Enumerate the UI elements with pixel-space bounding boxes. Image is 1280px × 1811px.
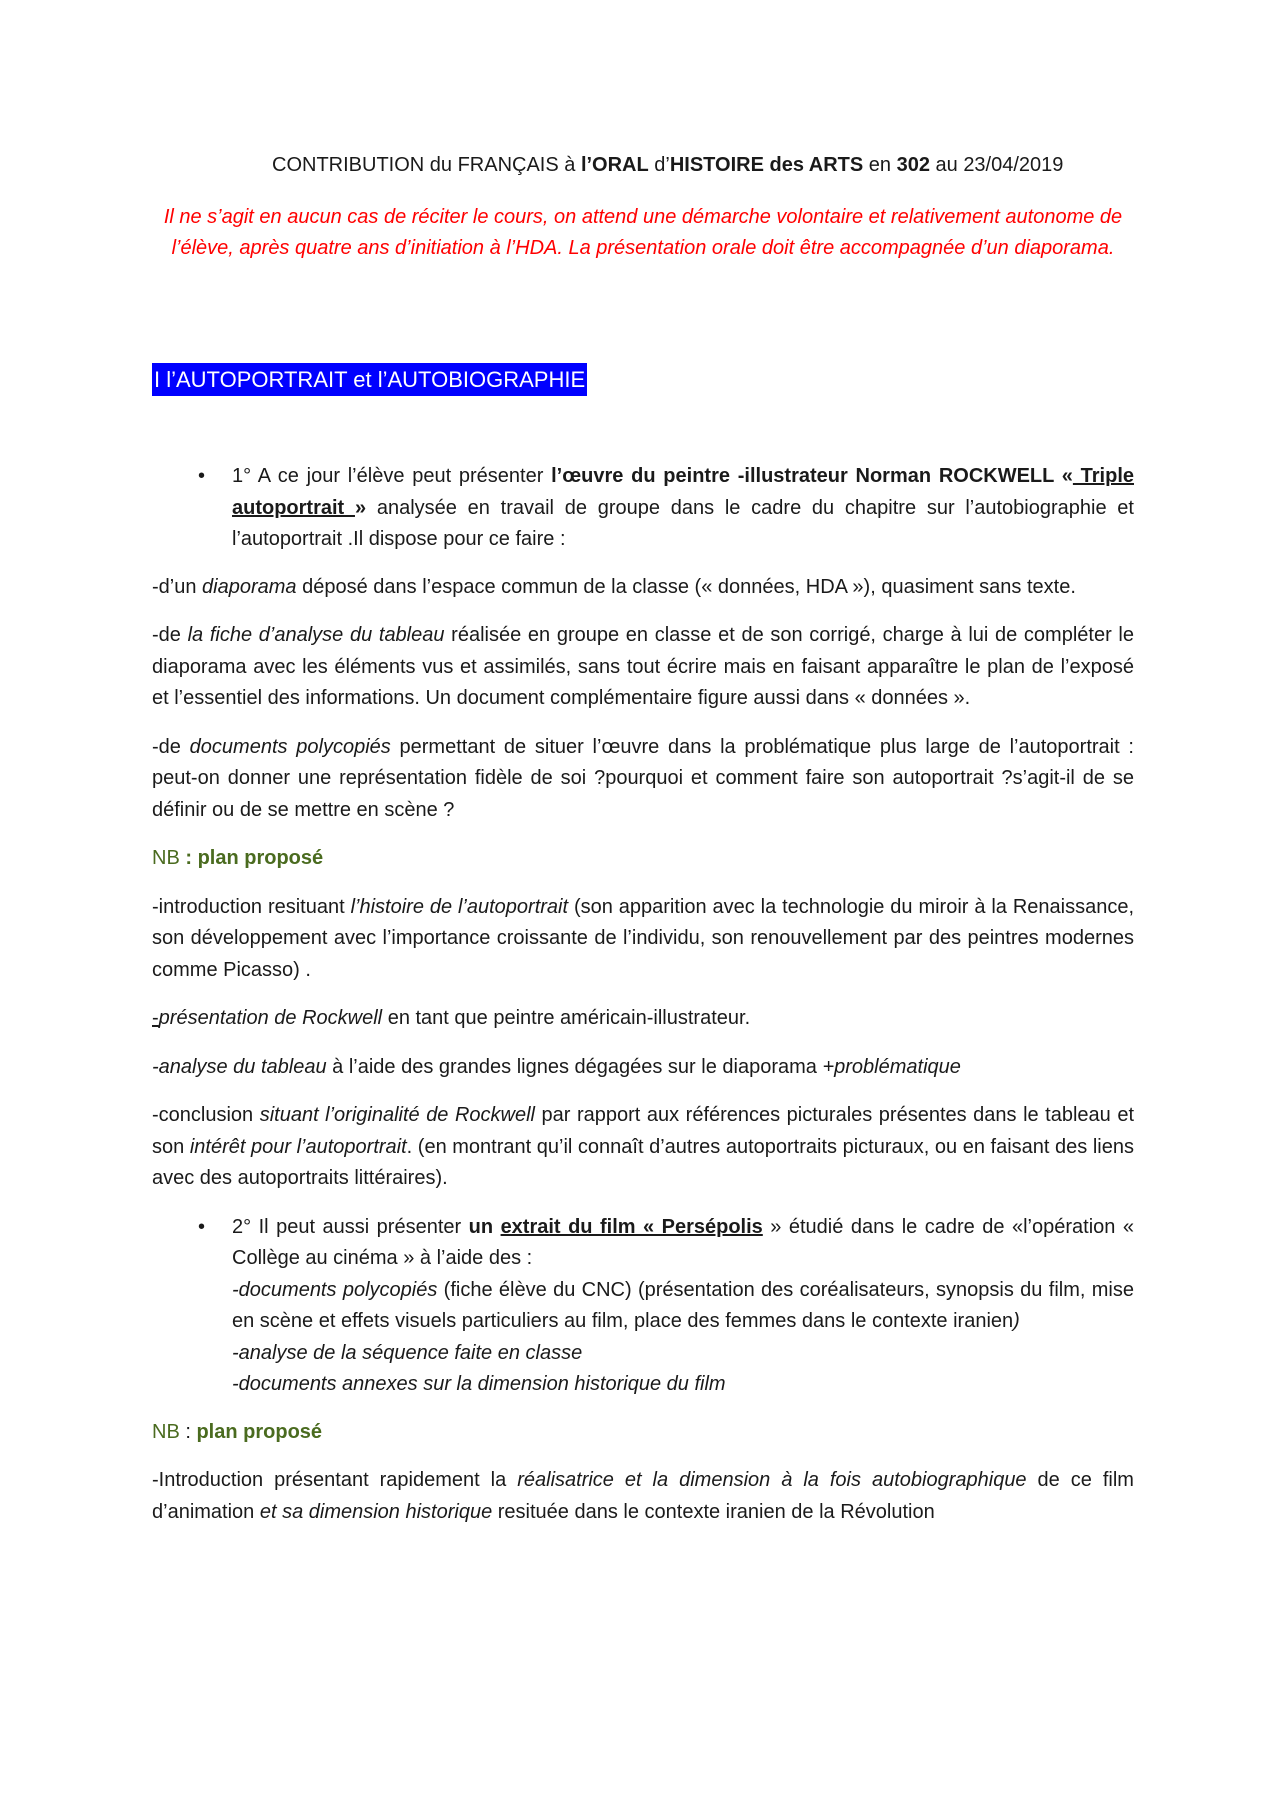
- title-class: 302: [896, 154, 930, 176]
- title-oral: l’ORAL: [580, 154, 649, 176]
- bullet-icon: •: [198, 1215, 206, 1238]
- paragraph-plan-presentation: -présentation de Rockwell en tant que peintre américain-illustrateur.: [152, 1007, 751, 1029]
- bullet-item-rockwell: • 1° A ce jour l’élève peut présenter l’œuvre du peintre -illustrateur Norman ROCKWELL « Triple autoportrait » analysée en travail de groupe dans le cadre du chapitre sur l’autobiographie et l’autoportrait .Il dispose pour ce faire :: [152, 461, 1134, 556]
- paragraph-plan-analyse: -analyse du tableau à l’aide des grandes lignes dégagées sur le diaporama +problématique: [152, 1055, 961, 1078]
- paragraph-diaporama: -d’un diaporama déposé dans l’espace commun de la classe (« données, HDA »), quasiment sans texte.: [152, 575, 1076, 598]
- list-item-annexes: -documents annexes sur la dimension historique du film: [232, 1373, 726, 1395]
- intro-warning: Il ne s’agit en aucun cas de réciter le cours, on attend une démarche volontaire et relativement autonome de l’élève, après quatre ans d’initiation à l’HDA. La présentation orale doit être accompagnée d’un diaporama.: [163, 206, 1123, 259]
- nb-plan-label-2: NB : plan proposé: [152, 1420, 323, 1443]
- paragraph-fiche: -de la fiche d’analyse du tableau réalisée en groupe en classe et de son corrigé, charge à lui de compléter le diaporama avec les éléments vus et assimilés, sans tout écrire mais en faisant apparaître le plan de l’exposé et l’essentiel des informations. Un document complémentaire figure aussi dans « données ».: [152, 624, 1134, 709]
- artwork-title: Triple autoportrait: [232, 465, 1134, 519]
- paragraph-plan-introduction: -introduction resituant l’histoire de l’autoportrait (son apparition avec la technologie du miroir à la Renaissance, son développement avec l’importance croissante de l’individu, son renouvellement par des peintres modernes comme Picasso) .: [152, 895, 1135, 981]
- bullet-icon: •: [198, 465, 206, 487]
- document-title: CONTRIBUTION du FRANÇAIS à l’ORAL d’HISTOIRE des ARTS en 302 au 23/04/2019: [272, 154, 1064, 176]
- film-title: extrait du film « Persépolis: [500, 1215, 763, 1238]
- section-heading: I l’AUTOPORTRAIT et l’AUTOBIOGRAPHIE: [152, 363, 587, 396]
- paragraph-plan-conclusion: -conclusion situant l’originalité de Rockwell par rapport aux références picturales présentes dans le tableau et son intérêt pour l’autoportrait. (en montrant qu’il connaît d’autres autoportraits picturaux, ou en faisant des liens avec des autoportraits littéraires).: [152, 1104, 1135, 1189]
- nb-plan-label: NB : plan proposé: [152, 847, 324, 869]
- list-item-analyse: -analyse de la séquence faite en classe: [232, 1341, 583, 1364]
- paragraph-documents: -de documents polycopiés permettant de situer l’œuvre dans la problématique plus large de l’autoportrait : peut-on donner une représentation fidèle de soi ?pourquoi et comment faire son autoportrait ?s’agit-il de se définir ou de se mettre en scène ?: [152, 735, 1134, 821]
- body-content: [152, 461, 1134, 1545]
- title-hda: HISTOIRE des ARTS: [669, 154, 864, 176]
- paragraph-film-introduction: -Introduction présentant rapidement la réalisatrice et la dimension à la fois autobiographique de ce film d’animation et sa dimension historique resituée dans le contexte iranien de la Révolution: [152, 1469, 1134, 1523]
- bullet-item-persepolis: • 2° Il peut aussi présenter un extrait du film « Persépolis » étudié dans le cadre de «l’opération « Collège au cinéma » à l’aide des : -documents polycopiés (fiche élève du CNC) (présentation des coréalisateurs, synopsis du film, mise en scène et effets visuels particuliers au film, place des femmes dans le contexte iranien) -analyse de la séquence faite en classe -documents annexes sur la dimension historique du film: [152, 1212, 1134, 1401]
